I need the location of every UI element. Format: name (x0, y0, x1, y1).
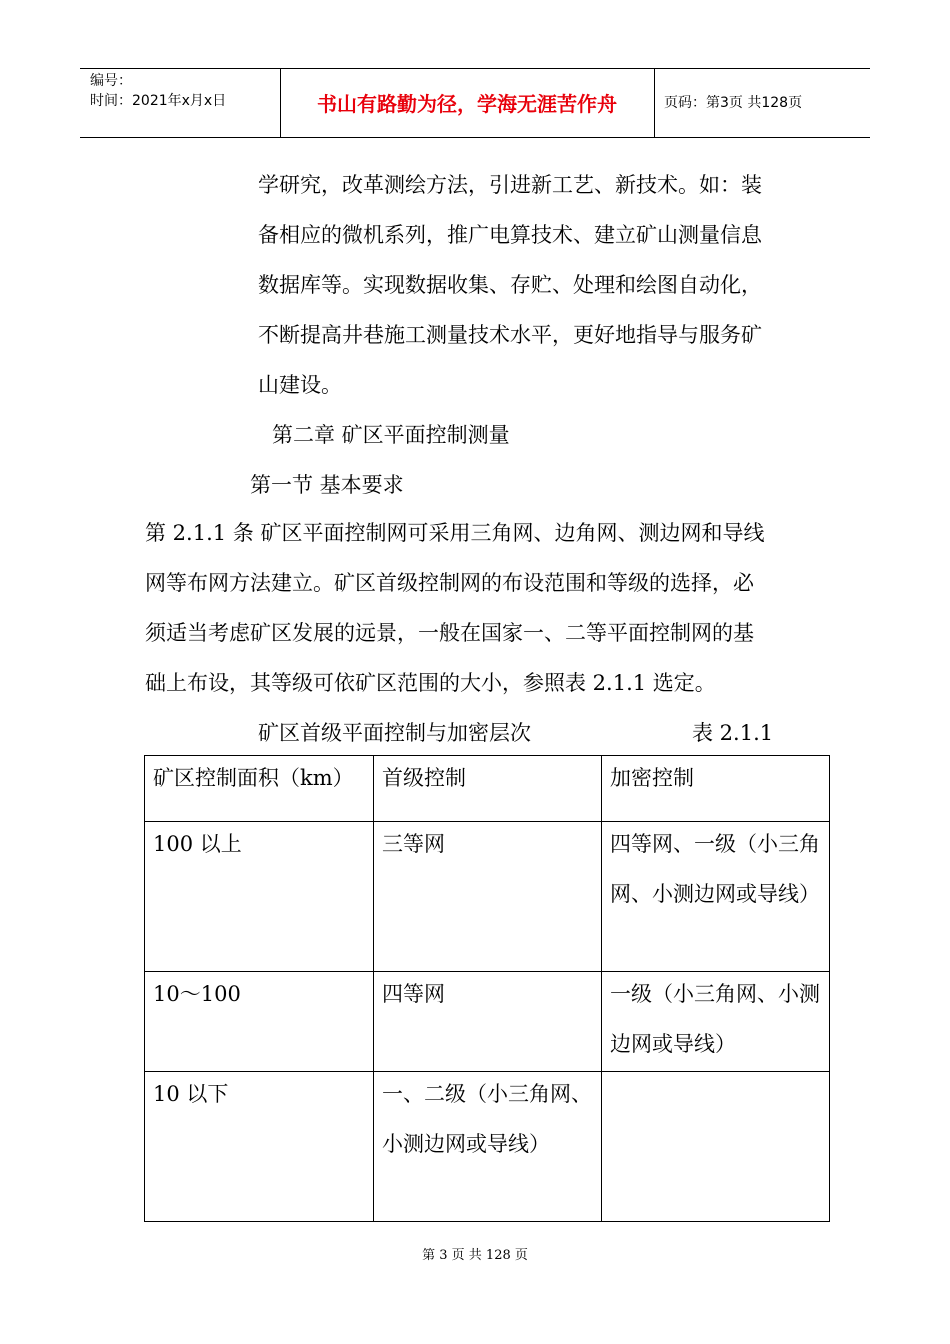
page-header (80, 68, 870, 138)
table-row (145, 1072, 830, 1222)
document-code: 编号： (90, 73, 132, 89)
table-header-cell: 加密控制 (602, 756, 830, 822)
table-row (145, 822, 830, 972)
table-header-cell: 首级控制 (374, 756, 602, 822)
paragraph-line: 网等布网方法建立。矿区首级控制网的布设范围和等级的选择，必 (145, 571, 754, 595)
table-cell: 一、二级（小三角网、小测边网或导线） (374, 1072, 602, 1222)
section-title: 第一节 基本要求 (250, 473, 404, 497)
table-cell: 100 以上 (145, 822, 374, 972)
table-cell: 10～100 (145, 972, 374, 1072)
paragraph-line: 备相应的微机系列，推广电算技术、建立矿山测量信息 (258, 223, 762, 247)
paragraph-line: 不断提高井巷施工测量技术水平，更好地指导与服务矿 (258, 323, 762, 347)
table-cell: 一级（小三角网、小测边网或导线） (602, 972, 830, 1072)
table-cell: 10 以下 (145, 1072, 374, 1222)
page-footer: 第 3 页 共 128 页 (422, 1248, 528, 1263)
table-number: 表 2.1.1 (692, 721, 774, 745)
paragraph-line: 山建设。 (258, 373, 342, 397)
table-cell: 四等网、一级（小三角网、小测边网或导线） (602, 822, 830, 972)
paragraph-line: 数据库等。实现数据收集、存贮、处理和绘图自动化， (258, 273, 762, 297)
paragraph-line: 第 2.1.1 条 矿区平面控制网可采用三角网、边角网、测边网和导线 (145, 521, 765, 545)
header-page-info: 页码：第3页 共128页 (664, 95, 803, 111)
table-header-cell: 矿区控制面积（km） (145, 756, 374, 822)
paragraph-line: 础上布设，其等级可依矿区范围的大小，参照表 2.1.1 选定。 (145, 671, 716, 695)
header-divider (654, 69, 655, 137)
paragraph-line: 须适当考虑矿区发展的远景，一般在国家一、二等平面控制网的基 (145, 621, 754, 645)
table-caption: 矿区首级平面控制与加密层次 (258, 721, 531, 745)
table-cell (602, 1072, 830, 1222)
control-level-table (144, 755, 830, 1222)
table-cell: 四等网 (374, 972, 602, 1072)
chapter-title: 第二章 矿区平面控制测量 (272, 423, 510, 447)
header-motto: 书山有路勤为径，学海无涯苦作舟 (317, 92, 617, 116)
table-header-row (145, 756, 830, 822)
table-cell: 三等网 (374, 822, 602, 972)
table-row (145, 972, 830, 1072)
document-time: 时间：2021年x月x日 (90, 93, 227, 109)
paragraph-line: 学研究，改革测绘方法，引进新工艺、新技术。如：装 (258, 173, 762, 197)
